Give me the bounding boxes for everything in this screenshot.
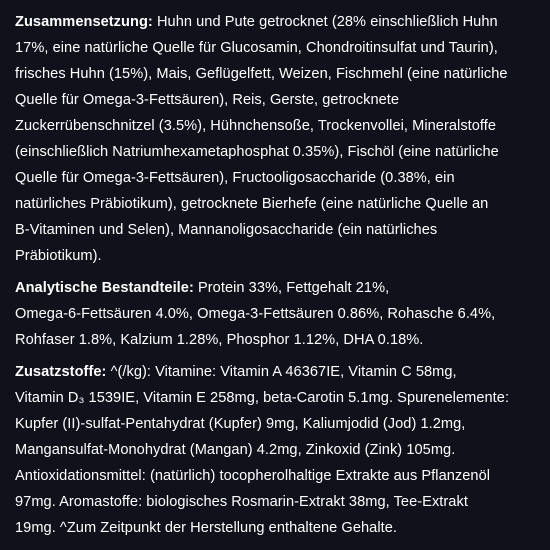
additives-text: ^(/kg): Vitamine: Vitamin A 46367IE, Vitamin C 58mg, [106,364,457,380]
text-line: Omega-6-Fettsäuren 4.0%, Omega-3-Fettsäuren 0.86%, Rohasche 6.4%, [15,306,496,322]
composition-text: Huhn und Pute getrocknet (28% einschließlich Huhn [152,14,498,30]
text-line: Vitamin D₃ 1539IE, Vitamin E 258mg, beta-Carotin 5.1mg. Spurenelemente: [15,390,510,406]
text-line: Präbiotikum). [15,248,102,264]
text-line: Quelle für Omega-3-Fettsäuren), Reis, Gerste, getrocknete [15,92,400,108]
additives-section [15,359,536,541]
text-line: frisches Huhn (15%), Mais, Geflügelfett, Weizen, Fischmehl (eine natürliche [15,66,508,82]
text-line: 19mg. ^Zum Zeitpunkt der Herstellung enthaltene Gehalte. [15,520,397,536]
text-line: B-Vitaminen und Selen), Mannanoligosaccharide (ein natürliches [15,222,438,238]
text-line: Rohfaser 1.8%, Kalzium 1.28%, Phosphor 1.12%, DHA 0.18%. [15,332,424,348]
text-line: Antioxidationsmittel: (natürlich) tocopherolhaltige Extrakte aus Pflanzenöl [15,468,491,484]
text-line: 97mg. Aromastoffe: biologisches Rosmarin-Extrakt 38mg, Tee-Extrakt [15,494,468,510]
analytical-text: Protein 33%, Fettgehalt 21%, [193,280,390,296]
text-line: Quelle für Omega-3-Fettsäuren), Fructooligosaccharide (0.38%, ein [15,170,455,186]
analytical-section [15,275,536,353]
text-line: Mangansulfat-Monohydrat (Mangan) 4.2mg, Zinkoxid (Zink) 105mg. [15,442,456,458]
text-line [15,275,536,301]
text-line [15,9,536,35]
analytical-heading: Analytische Bestandteile: [15,280,194,296]
composition-heading: Zusammensetzung: [15,14,153,30]
composition-section [15,9,536,269]
text-line: Zuckerrübenschnitzel (3.5%), Hühnchensoße, Trockenvollei, Mineralstoffe [15,118,497,134]
text-line [15,359,536,385]
text-line: natürliches Präbiotikum), getrocknete Bierhefe (eine natürliche Quelle an [15,196,489,212]
additives-heading: Zusatzstoffe: [15,364,107,380]
text-line: (einschließlich Natriumhexametaphosphat 0.35%), Fischöl (eine natürliche [15,144,499,160]
text-line: Kupfer (II)-sulfat-Pentahydrat (Kupfer) 9mg, Kaliumjodid (Jod) 1.2mg, [15,416,466,432]
text-line: 17%, eine natürliche Quelle für Glucosamin, Chondroitinsulfat und Taurin), [15,40,498,56]
